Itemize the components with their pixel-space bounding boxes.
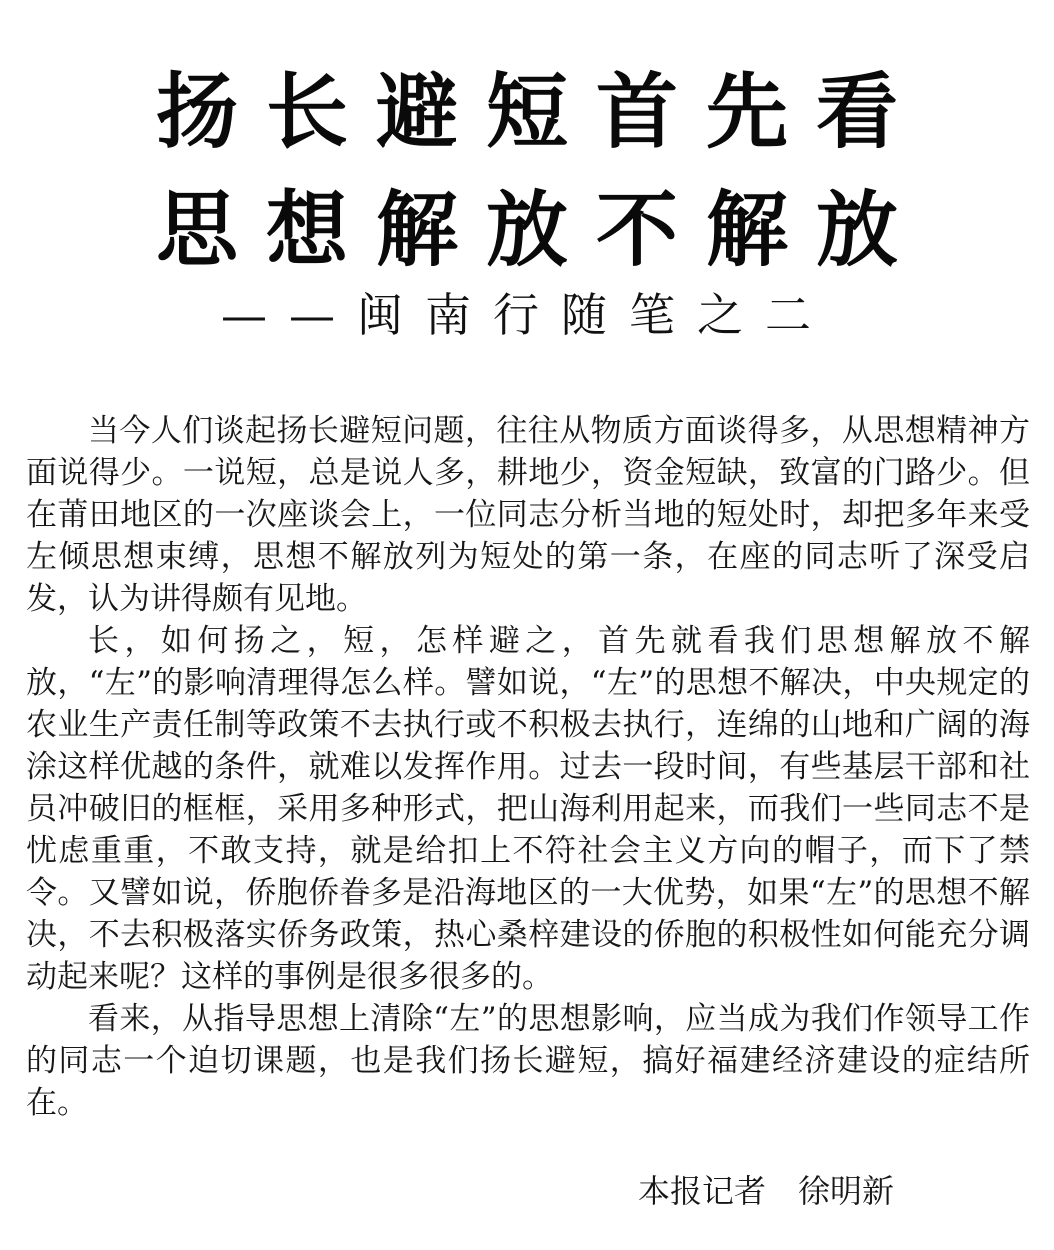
headline-line-1: 扬长避短首先看 bbox=[155, 65, 926, 160]
article-body bbox=[26, 410, 1030, 1124]
headline-line-2: 思想解放不解放 bbox=[155, 183, 926, 278]
byline bbox=[637, 1172, 894, 1210]
paragraph-2: 长，如何扬之，短，怎样避之，首先就看我们思想解放不解放，“左”的影响清理得怎么样。譬如说，“左”的思想不解决，中央规定的农业生产责任制等政策不去执行或不积极去执行，连绵的山地和广阔的海涂这样优越的条件，就难以发挥作用。过去一段时间，有些基层干部和社员冲破旧的框框，采用多种形式，把山海利用起来，而我们一些同志不是忧虑重重，不敢支持，就是给扣上不符社会主义方向的帽子，而下了禁令。又譬如说，侨胞侨眷多是沿海地区的一大优势，如果“左”的思想不解决，不去积极落实侨务政策，热心桑梓建设的侨胞的积极性如何能充分调动起来呢？这样的事例是很多很多的。 bbox=[26, 623, 1030, 995]
paragraph-1: 当今人们谈起扬长避短问题，往往从物质方面谈得多，从思想精神方面说得少。一说短，总是说人多，耕地少，资金短缺，致富的门路少。但在莆田地区的一次座谈会上，一位同志分析当地的短处时，却把多年来受左倾思想束缚，思想不解放列为短处的第一条，在座的同志听了深受启发，认为讲得颇有见地。 bbox=[26, 413, 1030, 617]
subtitle: ——闽南行随笔之二 bbox=[221, 288, 833, 342]
byline-role: 本报记者 bbox=[637, 1172, 766, 1210]
paragraph-3: 看来，从指导思想上清除“左”的思想影响，应当成为我们作领导工作的同志一个迫切课题，也是我们扬长避短，搞好福建经济建设的症结所在。 bbox=[26, 1001, 1030, 1121]
byline-author: 徐明新 bbox=[797, 1172, 894, 1210]
